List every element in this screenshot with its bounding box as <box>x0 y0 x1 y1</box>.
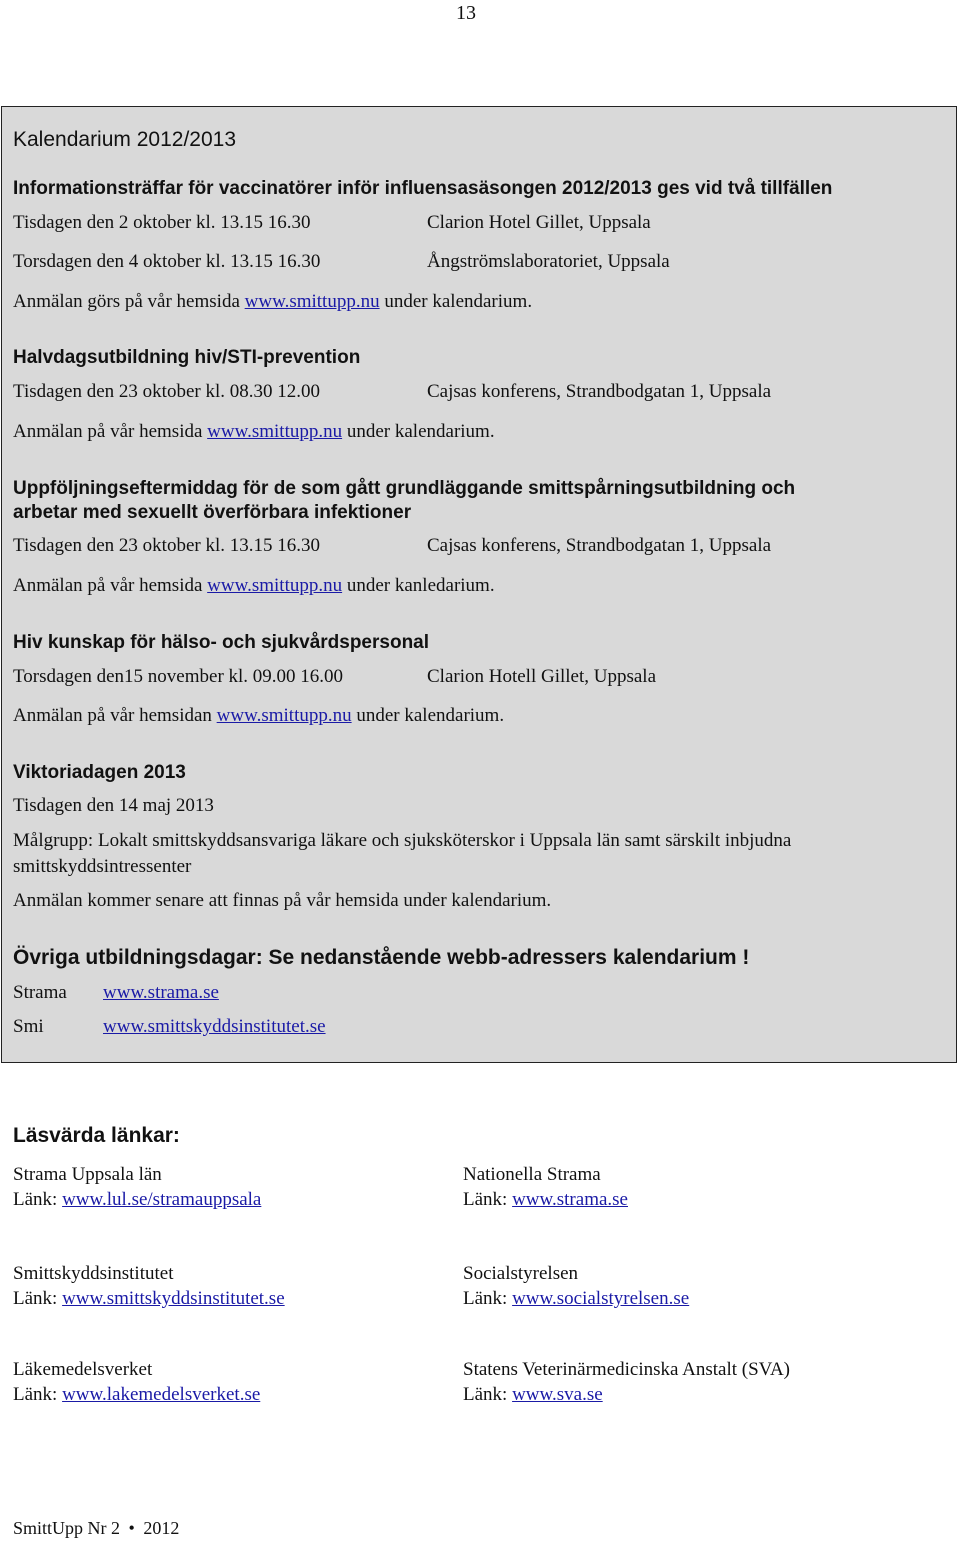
sec2-signup-link[interactable]: www.smittupp.nu <box>207 421 343 442</box>
link-item-sva <box>463 1357 790 1407</box>
sec1-row1-date: Tisdagen den 2 oktober kl. 13.15 16.30 <box>13 212 311 233</box>
sec1-signup-link[interactable]: www.smittupp.nu <box>244 291 380 312</box>
link-url[interactable]: www.sva.se <box>512 1384 603 1405</box>
link-item-strama-uppsala <box>13 1162 261 1212</box>
sec3-signup-suffix: under kanledarium. <box>342 575 495 596</box>
sec4-place: Clarion Hotell Gillet, Uppsala <box>427 666 657 687</box>
link-url[interactable]: www.lul.se/stramauppsala <box>62 1189 262 1210</box>
sec5-signup: Anmälan kommer senare att finnas på vår hemsida under kalendarium. <box>13 890 552 911</box>
sec3-heading-line1: Uppföljningseftermiddag för de som gått grundläggande smittspårningsutbildning och <box>13 478 796 499</box>
sec4-signup <box>13 705 504 727</box>
sec4-heading: Hiv kunskap för hälso- och sjukvårdspersonal <box>13 632 430 653</box>
link-url[interactable]: www.lakemedelsverket.se <box>62 1384 261 1405</box>
sec5-target-line1: Målgrupp: Lokalt smittskyddsansvariga läkare och sjuksköterskor i Uppsala län samt särskilt inbjudna <box>13 830 792 851</box>
link-url[interactable]: www.socialstyrelsen.se <box>512 1288 690 1309</box>
sec2-signup-text: Anmälan på vår hemsida <box>13 421 208 442</box>
link-item-name: Strama Uppsala län <box>13 1164 162 1185</box>
link-prefix: Länk: <box>463 1384 513 1405</box>
sec2-place: Cajsas konferens, Strandbodgatan 1, Uppsala <box>427 381 772 402</box>
sec2-signup-suffix: under kalendarium. <box>342 421 495 442</box>
sec3-signup <box>13 575 495 597</box>
sec2-heading: Halvdagsutbildning hiv/STI-prevention <box>13 347 361 368</box>
link-prefix: Länk: <box>13 1288 63 1309</box>
footer-year: 2012 <box>143 1518 180 1538</box>
link-item-nationella-strama <box>463 1162 628 1212</box>
footer <box>13 1518 179 1539</box>
links-title: Läsvärda länkar: <box>13 1124 180 1147</box>
link-item-name: Läkemedelsverket <box>13 1359 153 1380</box>
link-url[interactable]: www.smittskyddsinstitutet.se <box>62 1288 285 1309</box>
link-prefix: Länk: <box>13 1384 63 1405</box>
sec6-row1-label: Strama <box>13 982 67 1003</box>
sec1-signup <box>13 291 532 313</box>
sec5-target-line2: smittskyddsintressenter <box>13 856 192 877</box>
sec4-signup-link[interactable]: www.smittupp.nu <box>216 705 352 726</box>
sec1-signup-text: Anmälan görs på vår hemsida <box>13 291 245 312</box>
sec3-signup-text: Anmälan på vår hemsida <box>13 575 208 596</box>
link-item-name: Socialstyrelsen <box>463 1263 579 1284</box>
sec4-signup-text: Anmälan på vår hemsidan <box>13 705 217 726</box>
link-item-name: Nationella Strama <box>463 1164 601 1185</box>
footer-publication: SmittUpp Nr 2 <box>13 1518 121 1538</box>
footer-bullet: • <box>128 1518 135 1538</box>
sec6-row2-label: Smi <box>13 1016 44 1037</box>
sec6-row2-link[interactable]: www.smittskyddsinstitutet.se <box>103 1016 326 1037</box>
sec4-signup-suffix: under kalendarium. <box>351 705 505 726</box>
link-url[interactable]: www.strama.se <box>512 1189 628 1210</box>
sec1-signup-suffix: under kalendarium. <box>379 291 533 312</box>
sec3-heading-line2: arbetar med sexuellt överförbara infektioner <box>13 502 412 523</box>
sec5-heading: Viktoriadagen 2013 <box>13 762 186 783</box>
sec1-row1-place: Clarion Hotel Gillet, Uppsala <box>427 212 651 233</box>
link-item-name: Statens Veterinärmedicinska Anstalt (SVA) <box>463 1359 790 1380</box>
link-prefix: Länk: <box>463 1288 513 1309</box>
sec6-row1-link[interactable]: www.strama.se <box>103 982 219 1003</box>
sec1-row2-date: Torsdagen den 4 oktober kl. 13.15 16.30 <box>13 251 321 272</box>
sec5-date: Tisdagen den 14 maj 2013 <box>13 795 214 816</box>
sec2-date: Tisdagen den 23 oktober kl. 08.30 12.00 <box>13 381 320 402</box>
link-prefix: Länk: <box>463 1189 513 1210</box>
sec3-date: Tisdagen den 23 oktober kl. 13.15 16.30 <box>13 535 320 556</box>
page-number: 13 <box>456 2 476 24</box>
sec3-place: Cajsas konferens, Strandbodgatan 1, Uppsala <box>427 535 772 556</box>
link-item-socialstyrelsen <box>463 1261 689 1311</box>
link-item-lakemedelsverket <box>13 1357 260 1407</box>
sec2-signup <box>13 421 495 443</box>
link-prefix: Länk: <box>13 1189 63 1210</box>
sec4-date: Torsdagen den15 november kl. 09.00 16.00 <box>13 666 344 687</box>
sec1-row2-place: Ångströmslaboratoriet, Uppsala <box>427 251 670 272</box>
sec1-heading: Informationsträffar för vaccinatörer inför influensasäsongen 2012/2013 ges vid två tillfällen <box>13 178 833 199</box>
link-item-name: Smittskyddsinstitutet <box>13 1263 174 1284</box>
link-item-smittskyddsinstitutet <box>13 1261 285 1311</box>
calendar-title: Kalendarium 2012/2013 <box>13 128 237 151</box>
sec3-signup-link[interactable]: www.smittupp.nu <box>207 575 343 596</box>
sec6-heading: Övriga utbildningsdagar: Se nedanstående webb-adressers kalendarium ! <box>13 946 750 969</box>
